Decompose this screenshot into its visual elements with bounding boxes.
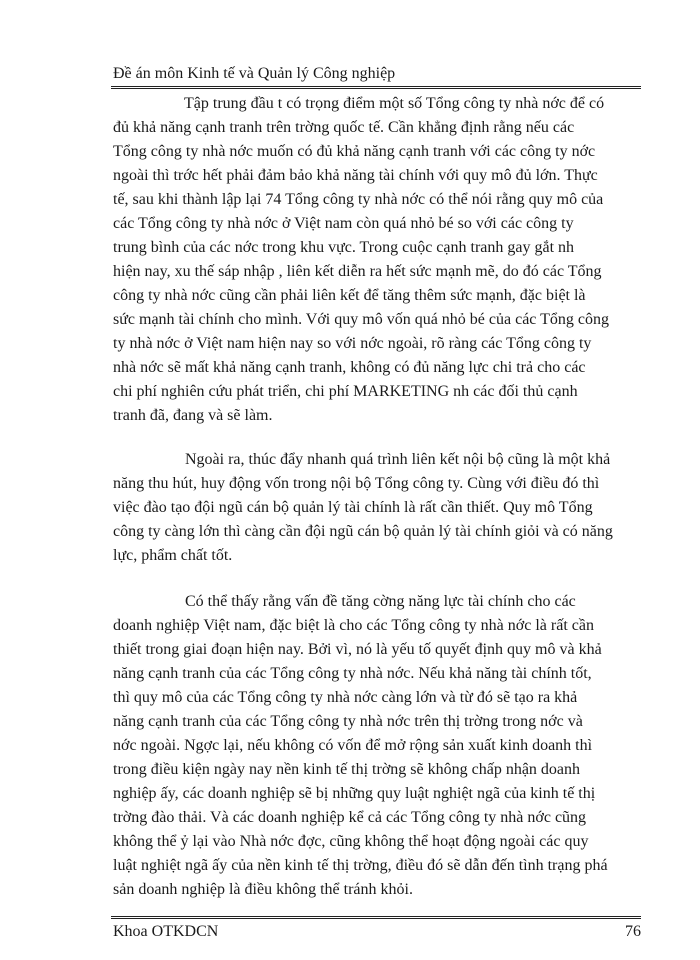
paragraph-line: trờng đào thải. Và các doanh nghiệp kể cả các Tổng công ty nhà nớc cũng	[113, 809, 587, 826]
paragraph-line: doanh nghiệp Việt nam, đặc biệt là cho các Tổng công ty nhà nớc là rất cần	[113, 617, 594, 634]
paragraph-line: việc đào tạo đội ngũ cán bộ quản lý tài chính là rất cần thiết. Quy mô Tổng	[113, 499, 593, 516]
paragraph-spacer	[113, 568, 641, 590]
document-body	[113, 92, 641, 902]
paragraph-line: các Tổng công ty nhà nớc ở Việt nam còn quá nhỏ bé so với các công ty	[113, 215, 574, 232]
paragraph-line: trung bình của các nớc trong khu vực. Trong cuộc cạnh tranh gay gắt nh	[113, 239, 575, 256]
paragraph-line: không thể ỷ lại vào Nhà nớc đợc, cũng không thể hoạt động ngoài các quy	[113, 833, 589, 850]
paragraph-line: năng cạnh tranh của các Tổng công ty nhà nớc trên thị trờng trong nớc và	[113, 713, 583, 730]
paragraph-line: ngoài thì trớc hết phải đảm bảo khả năng tài chính với quy mô đủ lớn. Thực	[113, 167, 598, 184]
paragraph-line: lực, phẩm chất tốt.	[113, 547, 233, 564]
page-number: 76	[625, 923, 641, 940]
paragraph-line: đủ khả năng cạnh tranh trên trờng quốc tế. Cần khẳng định rằng nếu các	[113, 119, 575, 136]
paragraph-line: nhà nớc sẽ mất khả năng cạnh tranh, không có đủ năng lực chi trả cho các	[113, 359, 586, 376]
header-title: Đề án môn Kinh tế và Quản lý Công nghiệp	[113, 65, 396, 82]
footer-department: Khoa OTKDCN	[113, 923, 219, 940]
footer-divider	[111, 916, 641, 919]
paragraph-line: Ngoài ra, thúc đẩy nhanh quá trình liên kết nội bộ cũng là một khả	[185, 451, 611, 468]
paragraph-line: công ty nhà nớc cũng cần phải liên kết để tăng thêm sức mạnh, đặc biệt là	[113, 287, 586, 304]
paragraph-line: năng cạnh tranh của các Tổng công ty nhà nớc. Nếu khả năng tài chính tốt,	[113, 665, 592, 682]
paragraph-line: nghiệp ấy, các doanh nghiệp sẽ bị những quy luật nghiệt ngã của kinh tế thị	[113, 785, 596, 802]
paragraph-line: luật nghiệt ngã ấy của nền kinh tế thị trờng, điều đó sẽ dẫn đến tình trạng phá	[113, 857, 608, 874]
paragraph-line: thiết trong giai đoạn hiện nay. Bởi vì, nó là yếu tố quyết định quy mô và khả	[113, 641, 602, 658]
paragraph-line: hiện nay, xu thế sáp nhập , liên kết diễn ra hết sức mạnh mẽ, do đó các Tổng	[113, 263, 602, 280]
paragraph-line: sức mạnh tài chính cho mình. Với quy mô vốn quá nhỏ bé của các Tổng công	[113, 311, 609, 328]
paragraph-line: công ty càng lớn thì càng cần đội ngũ cán bộ quản lý tài chính giỏi và có năng	[113, 523, 613, 540]
paragraph-line: thì quy mô của các Tổng công ty nhà nớc càng lớn và từ đó sẽ tạo ra khả	[113, 689, 578, 706]
paragraph-spacer	[113, 428, 641, 448]
paragraph-line: năng thu hút, huy động vốn trong nội bộ Tổng công ty. Cùng với điều đó thì	[113, 475, 600, 492]
paragraph-line: tế, sau khi thành lập lại 74 Tổng công ty nhà nớc có thể nói rằng quy mô của	[113, 191, 604, 208]
paragraph-2	[113, 448, 641, 568]
paragraph-1	[113, 92, 641, 428]
paragraph-line: sản doanh nghiệp là điều không thể tránh khỏi.	[113, 881, 413, 898]
paragraph-line: nớc ngoài. Ngợc lại, nếu không có vốn để mở rộng sản xuất kinh doanh thì	[113, 737, 593, 754]
page-header	[113, 64, 641, 84]
paragraph-line: trong điều kiện ngày nay nền kinh tế thị trờng sẽ không chấp nhận doanh	[113, 761, 581, 778]
paragraph-line: Tổng công ty nhà nớc muốn có đủ khả năng cạnh tranh với các công ty nớc	[113, 143, 596, 160]
paragraph-line: chi phí nghiên cứu phát triển, chi phí MARKETING nh các đối thủ cạnh	[113, 383, 578, 400]
paragraph-line: Có thể thấy rằng vấn đề tăng cờng năng lực tài chính cho các	[185, 593, 576, 610]
paragraph-line: ty nhà nớc ở Việt nam hiện nay so với nớc ngoài, rõ ràng các Tổng công ty	[113, 335, 592, 352]
paragraph-line: tranh đã, đang và sẽ làm.	[113, 407, 273, 424]
header-divider	[111, 86, 641, 89]
paragraph-3	[113, 590, 641, 902]
paragraph-line: Tập trung đầu t có trọng điểm một số Tổng công ty nhà nớc để có	[184, 95, 605, 112]
